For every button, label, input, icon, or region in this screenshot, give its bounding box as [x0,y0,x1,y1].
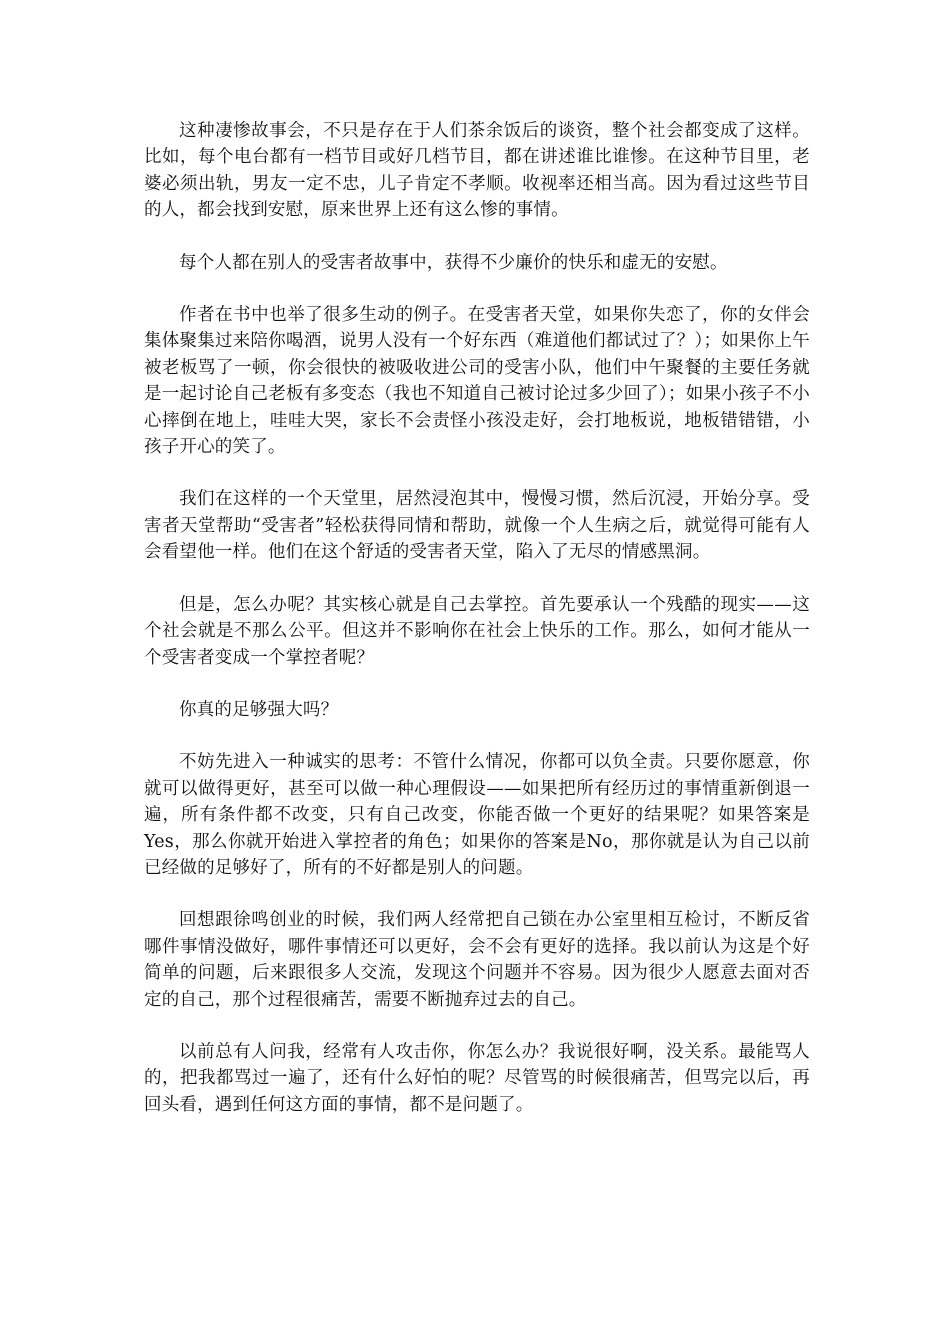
paragraph-5: 但是，怎么办呢？其实核心就是自己去掌控。首先要承认一个残酷的现实——这个社会就是不那么公平。但这并不影响你在社会上快乐的工作。那么，如何才能从一个受害者变成一个掌控者呢？ [144,594,810,668]
paragraph-8: 以前总有人问我，经常有人攻击你，你怎么办？我说很好啊，没关系。最能骂人的，把我都骂过一遍了，还有什么好怕的呢？尽管骂的时候很痛苦，但骂完以后，再回头看，遇到任何这方面的事情，都不是问题了。 [144,1041,810,1115]
section-question: 你真的足够强大吗？ [179,699,339,720]
paragraph-6: 不妨先进入一种诚实的思考：不管什么情况，你都可以负全责。只要你愿意，你就可以做得更好，甚至可以做一种心理假设——如果把所有经历过的事情重新倒退一遍，所有条件都不改变，只有自己改变，你能否做一个更好的结果呢？如果答案是Yes，那么你就开始进入掌控者的角色；如果你的答案是No，那你就是认为自己以前已经做的足够好了，所有的不好都是别人的问题。 [144,752,810,878]
paragraph-4: 我们在这样的一个天堂里，居然浸泡其中，慢慢习惯，然后沉浸，开始分享。受害者天堂帮助“受害者”轻松获得同情和帮助，就像一个人生病之后，就觉得可能有人会看望他一样。他们在这个舒适的受害者天堂，陷入了无尽的情感黑洞。 [144,489,810,563]
paragraph-1: 这种凄惨故事会，不只是存在于人们茶余饭后的谈资，整个社会都变成了这样。比如，每个电台都有一档节目或好几档节目，都在讲述谁比谁惨。在这种节目里，老婆必须出轨，男友一定不忠，儿子肯定不孝顺。收视率还相当高。因为看过这些节目的人，都会找到安慰，原来世界上还有这么惨的事情。 [144,121,810,221]
paragraph-2: 每个人都在别人的受害者故事中，获得不少廉价的快乐和虚无的安慰。 [179,252,728,273]
paragraph-7: 回想跟徐鸣创业的时候，我们两人经常把自己锁在办公室里相互检讨，不断反省哪件事情没做好，哪件事情还可以更好，会不会有更好的选择。我以前认为这是个好简单的问题，后来跟很多人交流，发现这个问题并不容易。因为很少人愿意去面对否定的自己，那个过程很痛苦，需要不断抛弃过去的自己。 [144,910,810,1010]
paragraph-3: 作者在书中也举了很多生动的例子。在受害者天堂，如果你失恋了，你的女伴会集体聚集过来陪你喝酒，说男人没有一个好东西（难道他们都试过了？）；如果你上午被老板骂了一顿，你会很快的被吸收进公司的受害小队，他们中午聚餐的主要任务就是一起讨论自己老板有多变态（我也不知道自己被讨论过多少回了）；如果小孩子不小心摔倒在地上，哇哇大哭，家长不会责怪小孩没走好，会打地板说，地板错错错，小孩子开心的笑了。 [144,305,810,458]
document-page [144,118,810,1144]
